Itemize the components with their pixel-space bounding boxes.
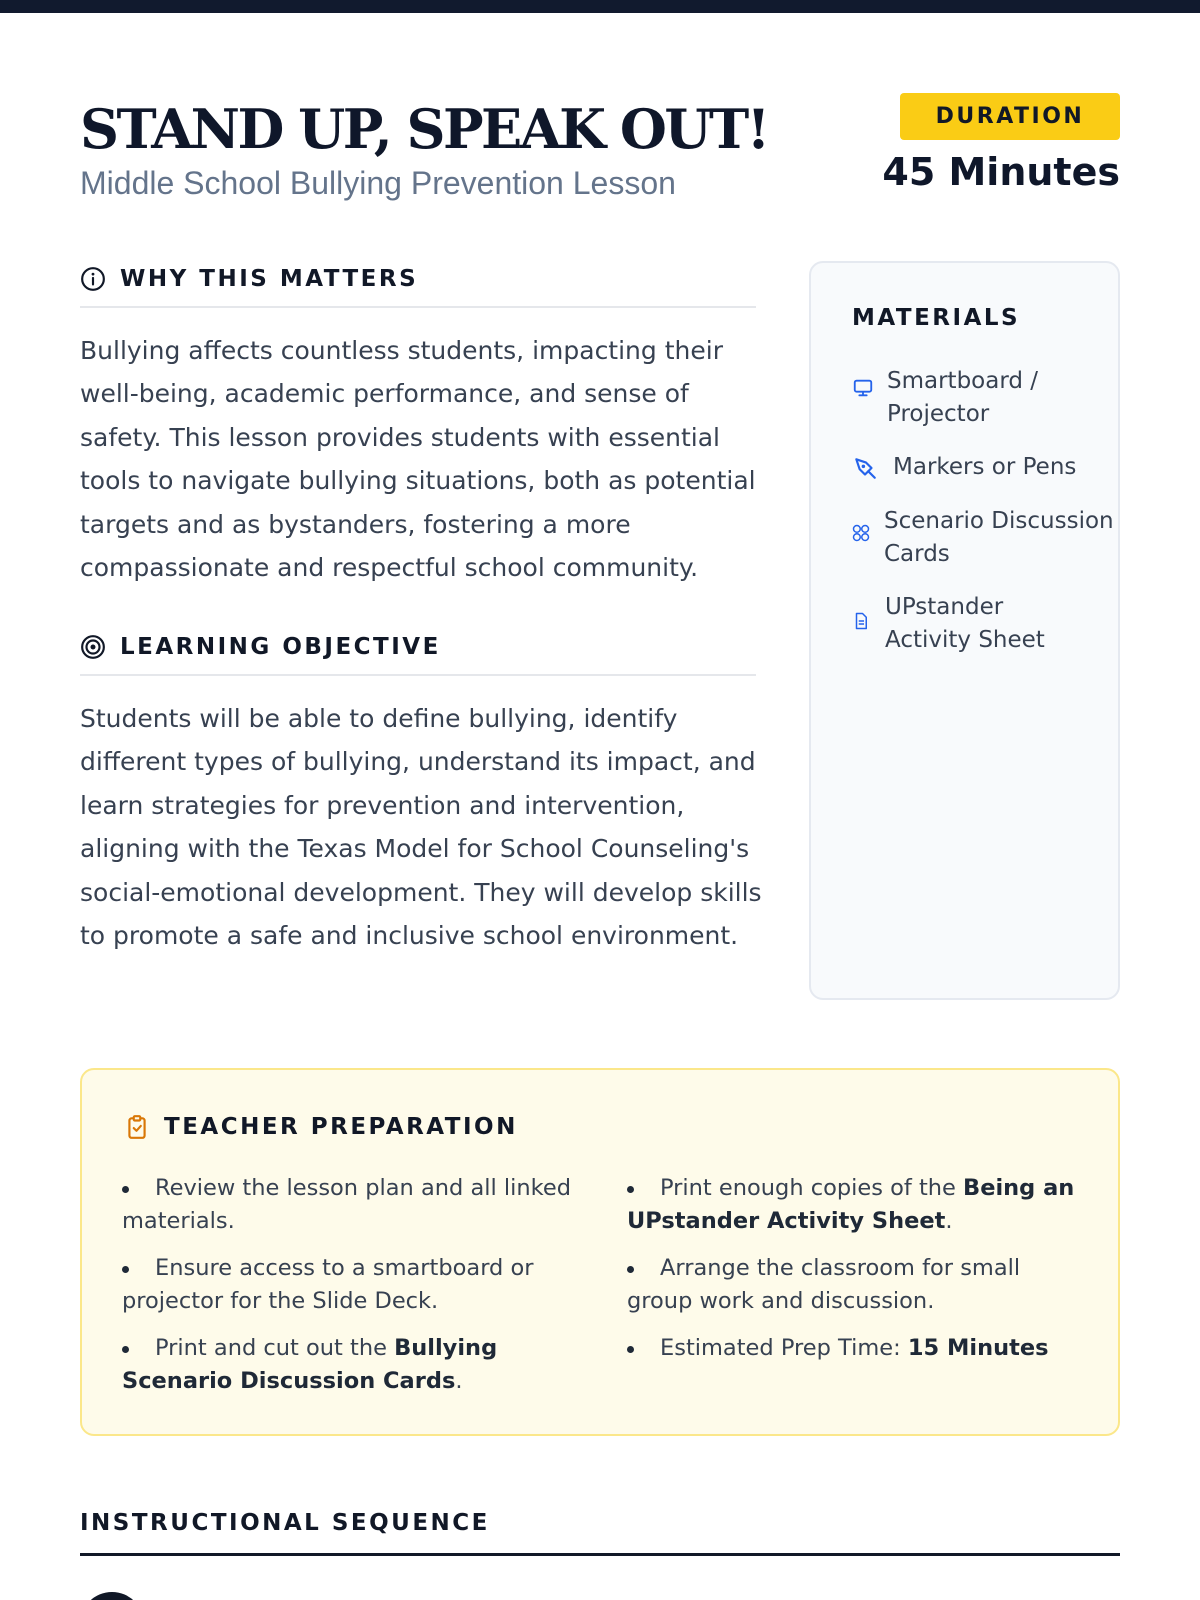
prep-list-right <box>627 1172 1087 1379</box>
prep-item: Print and cut out the Bullying Scenario Discussion Cards. <box>122 1335 498 1394</box>
document-icon <box>852 611 870 631</box>
page-subtitle: Middle School Bullying Prevention Lesson <box>80 165 676 201</box>
prep-item: Arrange the classroom for small group work and discussion. <box>627 1255 1021 1314</box>
monitor-icon <box>852 377 874 399</box>
prep-list-left <box>122 1172 592 1412</box>
material-label: Smartboard / Projector <box>887 368 1039 427</box>
teacher-prep-card <box>80 1068 1120 1436</box>
why-section-header <box>80 256 756 308</box>
sequence-section-header <box>80 1504 1120 1556</box>
duration-value: 45 Minutes <box>882 150 1120 194</box>
why-section-body: Bullying affects countless students, impacting their well-being, academic performance, and sense of safety. This lesson provides students with essential tools to navigate bullying situations, both as potential targets and as bystanders, fostering a more compassionate and respectful school community. <box>80 336 756 583</box>
page-title: STAND UP, SPEAK OUT! <box>80 97 768 161</box>
prep-item: Ensure access to a smartboard or projector for the Slide Deck. <box>122 1255 534 1314</box>
grid-icon <box>852 524 870 542</box>
materials-title: MATERIALS <box>852 305 1021 331</box>
pen-icon <box>852 455 878 481</box>
clipboard-check-icon <box>124 1114 150 1140</box>
duration-badge: DURATION <box>900 93 1120 140</box>
teacher-prep-title: TEACHER PREPARATION <box>164 1114 518 1140</box>
material-label: Scenario Discussion Cards <box>884 508 1114 567</box>
sequence-section-title: INSTRUCTIONAL SEQUENCE <box>80 1510 490 1536</box>
step-number-badge <box>80 1592 144 1600</box>
top-accent-bar <box>0 0 1200 13</box>
materials-card <box>809 261 1120 1000</box>
prep-item: Print enough copies of the Being an UPstander Activity Sheet. <box>627 1175 1075 1234</box>
why-section-title: WHY THIS MATTERS <box>120 266 419 292</box>
material-label: UPstander Activity Sheet <box>885 594 1045 653</box>
prep-item: Estimated Prep Time: 15 Minutes <box>627 1332 1087 1365</box>
material-label: Markers or Pens <box>893 454 1077 480</box>
prep-item: Review the lesson plan and all linked materials. <box>122 1175 571 1234</box>
objective-section-body: Students will be able to define bullying, identify different types of bullying, understand its impact, and learn strategies for prevention and intervention, aligning with the Texas Model for School Counseling's social-emotional development. They will develop skills to promote a safe and inclusive school environment. <box>80 704 762 951</box>
objective-section-title: LEARNING OBJECTIVE <box>120 634 441 660</box>
objective-section-header <box>80 624 756 676</box>
target-icon <box>80 634 106 660</box>
info-circle-icon <box>80 266 106 292</box>
